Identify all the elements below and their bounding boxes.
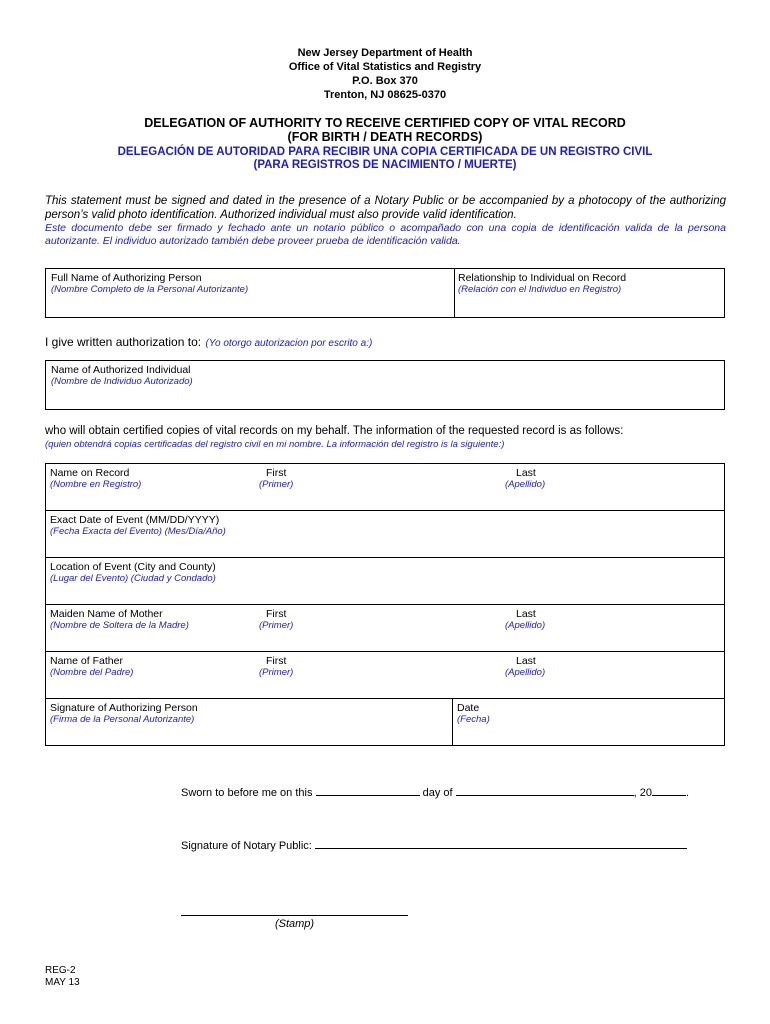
form-revision: MAY 13 xyxy=(45,977,80,988)
instructions-english: This statement must be signed and dated in the presence of a Notary Public or be accompanied by a photocopy of the authorizing person’s valid photo identification. Authorized individual must also provide valid identification. xyxy=(45,195,726,221)
instructions-spanish: Este documento debe ser firmado y fechado ante un notario público o acompañado con una copia de identificación valida de la persona autorizante. El individuo autorizado también debe proveer prueba de identificación valida. xyxy=(45,222,726,247)
first-name-label: First xyxy=(266,467,287,479)
form-id: REG-2 xyxy=(45,965,76,976)
mother-maiden-name-label: Maiden Name of Mother xyxy=(50,608,163,620)
authorizing-signature-label: Signature of Authorizing Person xyxy=(50,702,198,714)
signature-date-label-spanish: (Fecha) xyxy=(457,714,490,725)
first-name-label: First xyxy=(266,655,287,667)
location-label: Location of Event (City and County) xyxy=(50,561,216,573)
sworn-year-blank[interactable] xyxy=(652,785,686,796)
sworn-day-blank[interactable] xyxy=(316,785,420,796)
authorizing-signature-field[interactable] xyxy=(45,698,453,745)
authorizing-name-field[interactable] xyxy=(46,269,455,317)
sworn-text-2: day of xyxy=(422,787,453,799)
authorizing-name-label: Full Name of Authorizing Person xyxy=(51,272,202,284)
sworn-text-3: , 20 xyxy=(633,787,652,799)
mother-maiden-name-row[interactable] xyxy=(45,604,725,651)
form-subtitle-spanish: (PARA REGISTROS DE NACIMIENTO / MUERTE) xyxy=(253,159,517,171)
relationship-field[interactable] xyxy=(454,269,724,317)
sworn-text-1: Sworn to before me on this xyxy=(181,787,313,799)
relationship-label-spanish: (Relación con el Individuo en Registro) xyxy=(458,284,622,295)
last-name-label: Last xyxy=(516,655,536,667)
last-name-label: Last xyxy=(516,608,536,620)
form-title-spanish: DELEGACIÓN DE AUTORIDAD PARA RECIBIR UNA COPIA CERTIFICADA DE UN REGISTRO CIVIL xyxy=(117,146,653,158)
authorization-statement xyxy=(45,333,372,351)
authorizing-name-label-spanish: (Nombre Completo de la Personal Autorizante) xyxy=(51,284,249,295)
office-name: Office of Vital Statistics and Registry xyxy=(288,61,482,73)
last-name-label-spanish: (Apellido) xyxy=(505,620,546,631)
exact-date-label-spanish: (Fecha Exacta del Evento) (Mes/Día/Año) xyxy=(50,526,226,537)
sworn-text-4: . xyxy=(685,787,690,799)
last-name-label: Last xyxy=(516,467,536,479)
father-name-label-spanish: (Nombre del Padre) xyxy=(50,667,134,678)
sworn-month-blank[interactable] xyxy=(456,785,634,796)
city-state-zip: Trenton, NJ 08625-0370 xyxy=(323,89,447,101)
obtain-statement-english: who will obtain certified copies of vital records on my behalf. The information of the requested record is as follows: xyxy=(45,425,624,437)
notary-signature-blank[interactable] xyxy=(315,838,687,849)
last-name-label-spanish: (Apellido) xyxy=(505,667,546,678)
authorizing-signature-label-spanish: (Firma de la Personal Autorizante) xyxy=(50,714,195,725)
first-name-label-spanish: (Primer) xyxy=(259,667,294,678)
name-on-record-row[interactable] xyxy=(45,463,725,510)
notary-signature-line xyxy=(181,838,687,853)
authorization-statement-english: I give written authorization to: xyxy=(45,335,202,349)
mother-maiden-name-label-spanish: (Nombre de Soltera de la Madre) xyxy=(50,620,189,631)
father-name-label: Name of Father xyxy=(50,655,123,667)
location-row[interactable] xyxy=(45,557,725,604)
signature-date-label: Date xyxy=(457,702,480,714)
authorizing-person-box xyxy=(45,268,725,318)
authorized-individual-label: Name of Authorized Individual xyxy=(51,364,191,376)
agency-name: New Jersey Department of Health xyxy=(297,47,473,59)
authorized-individual-field[interactable] xyxy=(45,360,725,410)
po-box: P.O. Box 370 xyxy=(352,75,418,87)
relationship-label: Relationship to Individual on Record xyxy=(458,272,627,284)
first-name-label-spanish: (Primer) xyxy=(259,479,294,490)
father-name-row[interactable] xyxy=(45,651,725,698)
stamp-label: (Stamp) xyxy=(274,918,315,930)
exact-date-row[interactable] xyxy=(45,510,725,557)
authorized-individual-label-spanish: (Nombre de Individuo Autorizado) xyxy=(51,376,193,387)
first-name-label: First xyxy=(266,608,287,620)
notary-signature-label: Signature of Notary Public: xyxy=(181,840,312,852)
sworn-statement xyxy=(181,785,689,800)
authorization-statement-spanish: (Yo otorgo autorizacion por escrito a:) xyxy=(205,338,373,349)
exact-date-label: Exact Date of Event (MM/DD/YYYY) xyxy=(50,514,220,526)
form-title: DELEGATION OF AUTHORITY TO RECEIVE CERTIFIED COPY OF VITAL RECORD xyxy=(144,116,626,130)
name-on-record-label: Name on Record xyxy=(50,467,130,479)
obtain-statement-spanish: (quien obtendrá copias certificadas del registro civil en mi nombre. La información del registro is la siguiente:) xyxy=(45,439,505,450)
last-name-label-spanish: (Apellido) xyxy=(505,479,546,490)
name-on-record-label-spanish: (Nombre en Registro) xyxy=(50,479,142,490)
signature-date-field[interactable] xyxy=(453,698,725,745)
first-name-label-spanish: (Primer) xyxy=(259,620,294,631)
form-subtitle: (FOR BIRTH / DEATH RECORDS) xyxy=(287,130,483,144)
stamp-line[interactable] xyxy=(181,915,408,916)
location-label-spanish: (Lugar del Evento) (Ciudad y Condado) xyxy=(50,573,216,584)
